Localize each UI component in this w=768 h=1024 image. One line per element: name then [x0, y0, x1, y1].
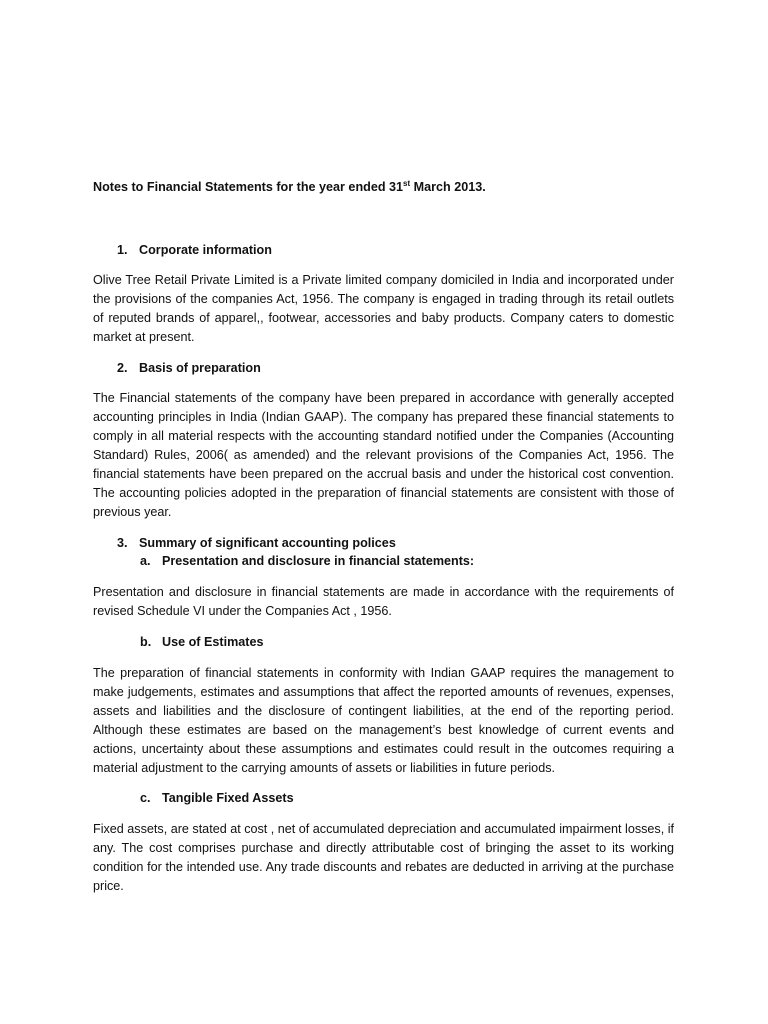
title-superscript: st [403, 178, 411, 188]
subsection-heading-text: Tangible Fixed Assets [162, 791, 294, 805]
subsection-letter: b. [140, 635, 152, 649]
section-heading-text: Summary of significant accounting polices [139, 536, 396, 550]
subsection-heading-use-of-estimates [140, 633, 264, 652]
subsection-heading-presentation-disclosure [140, 552, 474, 571]
section-heading-corporate-information [117, 241, 272, 260]
title-text: Notes to Financial Statements for the year ended 31 [93, 180, 404, 194]
paragraph-corporate-information: Olive Tree Retail Private Limited is a Private limited company domiciled in India and incorporated under the provisions of the companies Act, 1956. The company is engaged in trading through its retail outlets of reputed brands of apparel,, footwear, accessories and baby products. Company caters to domestic market at present. [93, 273, 674, 344]
section-heading-text: Basis of preparation [139, 361, 261, 375]
subsection-heading-tangible-fixed-assets [140, 789, 294, 808]
title-text-end: March 2013. [410, 180, 486, 194]
section-heading-basis-of-preparation [117, 359, 261, 378]
subsection-letter: c. [140, 791, 151, 805]
paragraph-use-of-estimates: The preparation of financial statements in conformity with Indian GAAP requires the management to make judgements, estimates and assumptions that affect the reported amounts of revenues, expenses, assets and liabilities and the disclosure of contingent liabilities, at the end of the reporting period. Although these estimates are based on the management’s best knowledge of current events and actions, uncertainty about these assumptions and estimates could result in the outcomes requiring a material adjustment to the carrying amounts of assets or liabilities in future periods. [93, 666, 674, 775]
section-heading-text: Corporate information [139, 243, 272, 257]
section-number: 1. [117, 243, 128, 257]
section-number: 2. [117, 361, 128, 375]
section-number: 3. [117, 536, 128, 550]
paragraph-tangible-fixed-assets: Fixed assets, are stated at cost , net of accumulated depreciation and accumulated impairment losses, if any. The cost comprises purchase and directly attributable cost of bringing the asset to its working condition for the intended use. Any trade discounts and rebates are deducted in arriving at the purchase price. [93, 822, 675, 893]
subsection-heading-text: Presentation and disclosure in financial statements: [162, 554, 475, 568]
paragraph-presentation-disclosure: Presentation and disclosure in financial statements are made in accordance with the requirements of revised Schedule VI under the Companies Act , 1956. [93, 585, 674, 618]
document-title [93, 178, 486, 197]
subsection-letter: a. [140, 554, 151, 568]
subsection-heading-text: Use of Estimates [162, 635, 264, 649]
paragraph-basis-of-preparation: The Financial statements of the company have been prepared in accordance with generally accepted accounting principles in India (Indian GAAP). The company has prepared these financial statements to comply in all material respects with the accounting standard notified under the Companies (Accounting Standard) Rules, 2006( as amended) and the relevant provisions of the Companies Act, 1956. The financial statements have been prepared on the accrual basis and under the historical cost convention. The accounting policies adopted in the preparation of financial statements are consistent with those of previous year. [93, 391, 674, 519]
section-heading-accounting-policies [117, 534, 396, 553]
